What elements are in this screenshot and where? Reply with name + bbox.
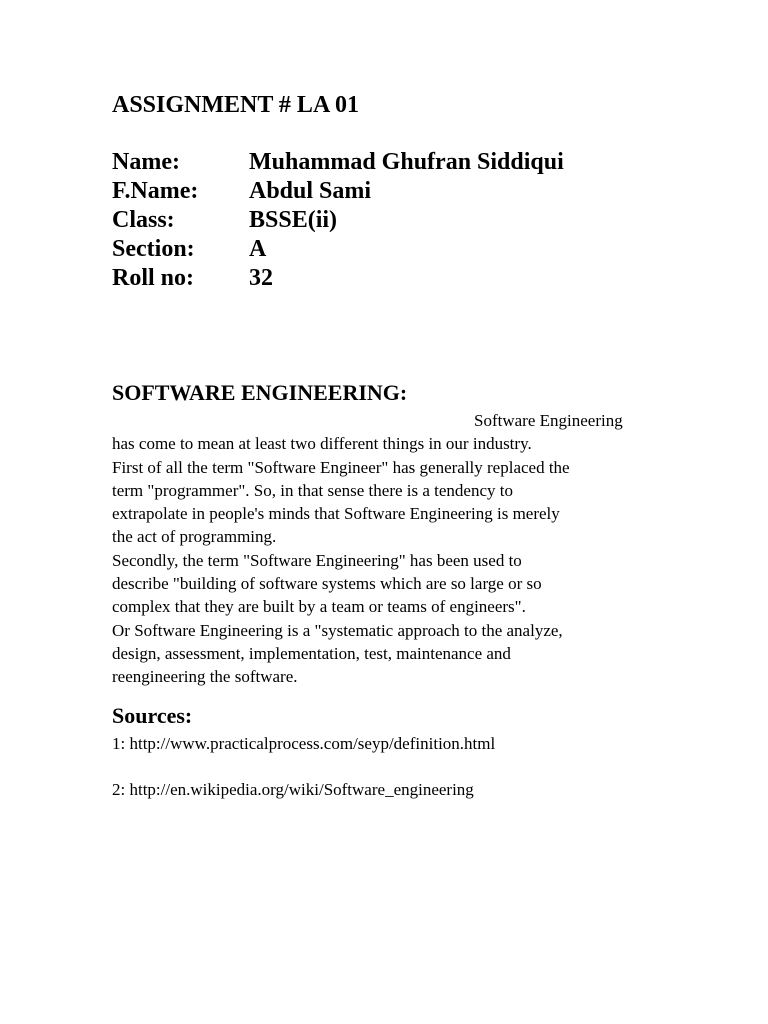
source-link-1: 1: http://www.practicalprocess.com/seyp/definition.html (112, 734, 496, 753)
body-line: extrapolate in people's minds that Software Engineering is merely (112, 504, 560, 524)
body-line: design, assessment, implementation, test, maintenance and (112, 643, 511, 663)
section-heading: SOFTWARE ENGINEERING: (112, 380, 408, 405)
body-line: Secondly, the term "Software Engineering" has been used to (112, 550, 522, 570)
info-value: Abdul Sami (249, 178, 372, 204)
body-line: term "programmer". So, in that sense there is a tendency to (112, 480, 513, 500)
body-line: Software Engineering (474, 411, 623, 430)
info-label: Roll no: (112, 265, 195, 291)
info-row-roll-no (112, 264, 564, 293)
info-label: Class: (112, 207, 175, 233)
body-line: First of all the term "Software Engineer" has generally replaced the (112, 457, 570, 477)
info-label: Name: (112, 149, 180, 175)
body-line: has come to mean at least two different things in our industry. (112, 434, 532, 454)
body-line: complex that they are built by a team or teams of engineers". (112, 597, 526, 617)
source-link-2: 2: http://en.wikipedia.org/wiki/Software_engineering (112, 780, 474, 799)
info-value: BSSE(ii) (249, 207, 338, 233)
student-info (112, 148, 564, 293)
assignment-title: ASSIGNMENT # LA 01 (112, 92, 359, 118)
body-line: describe "building of software systems which are so large or so (112, 574, 542, 594)
body-line: the act of programming. (112, 527, 277, 547)
info-label: Section: (112, 236, 195, 262)
info-row-father-name (112, 177, 564, 206)
info-value: Muhammad Ghufran Siddiqui (249, 149, 564, 175)
info-row-class (112, 206, 564, 235)
info-row-name (112, 148, 564, 177)
sources-heading: Sources: (112, 703, 193, 728)
info-row-section (112, 235, 564, 264)
info-value: A (249, 236, 267, 262)
info-label: F.Name: (112, 178, 199, 204)
body-line: reengineering the software. (112, 667, 298, 687)
body-paragraph (112, 409, 660, 689)
info-value: 32 (249, 265, 273, 291)
body-line: Or Software Engineering is a "systematic approach to the analyze, (112, 620, 563, 640)
